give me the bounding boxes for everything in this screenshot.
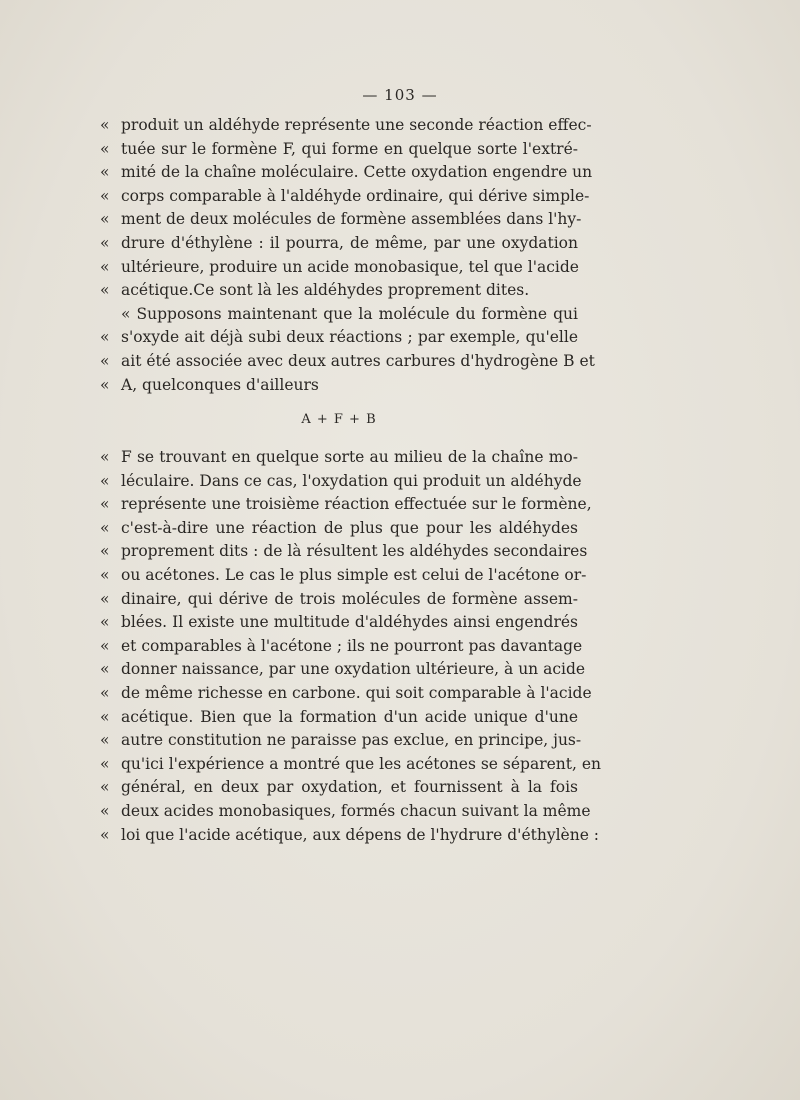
text-line [100,114,592,138]
quote-mark: « [100,448,110,466]
quote-mark: « [100,375,110,394]
quote-mark: « [100,351,110,370]
line-text: tuée sur le formène F, qui forme en quelque sorte l'extré- [121,139,578,158]
line-text: autre constitution ne paraisse pas exclue, en principe, jus- [121,731,582,750]
line-text: acétique.Ce sont là les aldéhydes proprement dites. [121,281,530,300]
text-line [100,635,583,659]
text-line [100,374,578,398]
text-line [100,279,578,303]
line-text: corps comparable à l'aldéhyde ordinaire, qui dérive simple- [121,186,590,205]
page-number: — 103 — [362,86,438,104]
line-text: ou acétones. Le cas le plus simple est celui de l'acétone or- [121,565,587,584]
line-text: s'oxyde ait déjà subi deux réactions ; par exemple, qu'elle [121,328,578,347]
line-text: ait été associée avec deux autres carbures d'hydrogène B et [121,351,595,370]
quote-mark: « [100,233,110,252]
quote-mark: « [100,707,110,726]
quote-mark: « [100,186,110,205]
quote-mark: « [100,613,110,632]
text-line [100,564,587,588]
line-text: acétique. Bien que la formation d'un acide unique d'une [121,707,578,726]
line-text: c'est-à-dire une réaction de plus que pour les aldéhydes [121,518,578,537]
text-line [100,682,592,706]
text-line [100,350,595,374]
text-line [100,540,588,564]
quote-mark: « [100,257,110,276]
line-text: ment de deux molécules de formène assemblées dans l'hy- [121,210,582,229]
text-line [100,776,578,800]
quote-mark: « [100,495,110,514]
line-text: loi que l'acide acétique, aux dépens de l'hydrure d'éthylène : [121,825,600,844]
quote-mark: « [100,542,110,561]
line-text: A, quelconques d'ailleurs [121,375,319,394]
text-line [100,208,582,232]
quote-mark: « [100,281,110,300]
quote-mark: « [100,328,110,347]
text-line [100,326,578,350]
quote-mark: « [100,683,110,702]
paragraph-block-1 [100,114,595,397]
line-text: donner naissance, par une oxydation ultérieure, à un acide [121,660,586,679]
text-line [100,824,600,848]
text-line [100,303,578,327]
line-text: « Supposons maintenant que la molécule du formène qui [121,304,578,323]
line-text: ultérieure, produire un acide monobasique, tel que l'acide [121,257,579,276]
text-line [100,493,592,517]
quote-mark: « [100,210,110,229]
line-text: blées. Il existe une multitude d'aldéhydes ainsi engendrés [121,613,578,632]
quote-mark: « [100,116,110,134]
quote-mark: « [100,163,110,182]
line-text: général, en deux par oxydation, et fournissent à la fois [121,778,578,797]
text-line [100,517,578,541]
quote-mark: « [100,636,110,655]
text-line [100,800,591,824]
text-line [100,138,578,162]
quote-mark: « [100,139,110,158]
text-line [100,161,593,185]
quote-mark: « [100,518,110,537]
line-text: proprement dits : de là résultent les aldéhydes secondaires [121,542,588,561]
line-text: drure d'éthylène : il pourra, de même, par une oxydation [121,233,578,252]
quote-mark: « [100,778,110,797]
line-text: F se trouvant en quelque sorte au milieu de la chaîne mo- [121,448,578,466]
line-text: et comparables à l'acétone ; ils ne pourront pas davantage [121,636,583,655]
quote-mark: « [100,660,110,679]
text-line [100,185,590,209]
line-text: léculaire. Dans ce cas, l'oxydation qui produit un aldéhyde [121,471,582,490]
quote-mark: « [100,801,110,820]
text-line [100,588,578,612]
line-text: qu'ici l'expérience a montré que les acétones se séparent, en [121,754,601,773]
line-text: dinaire, qui dérive de trois molécules de formène assem- [121,589,578,608]
line-text: deux acides monobasiques, formés chacun suivant la même [121,801,591,820]
text-line [100,256,578,280]
quote-mark: « [100,825,110,844]
quote-mark: « [100,589,110,608]
text-line [100,611,578,635]
line-text: mité de la chaîne moléculaire. Cette oxydation engendre un [121,163,593,182]
quote-mark: « [100,731,110,750]
line-text: représente une troisième réaction effectuée sur le formène, [121,495,592,514]
text-line [100,706,578,730]
line-text: produit un aldéhyde représente une seconde réaction effec- [121,116,592,134]
text-line [100,753,601,777]
text-line [100,729,582,753]
paragraph-block-2 [100,446,601,847]
text-line [100,232,578,256]
text-line [100,470,582,494]
quote-mark: « [100,565,110,584]
line-text: de même richesse en carbone. qui soit comparable à l'acide [121,683,592,702]
quote-mark: « [100,471,110,490]
text-line [100,658,586,682]
text-line [100,446,578,470]
quote-mark: « [100,754,110,773]
chemical-formula: A + F + B [301,412,377,427]
